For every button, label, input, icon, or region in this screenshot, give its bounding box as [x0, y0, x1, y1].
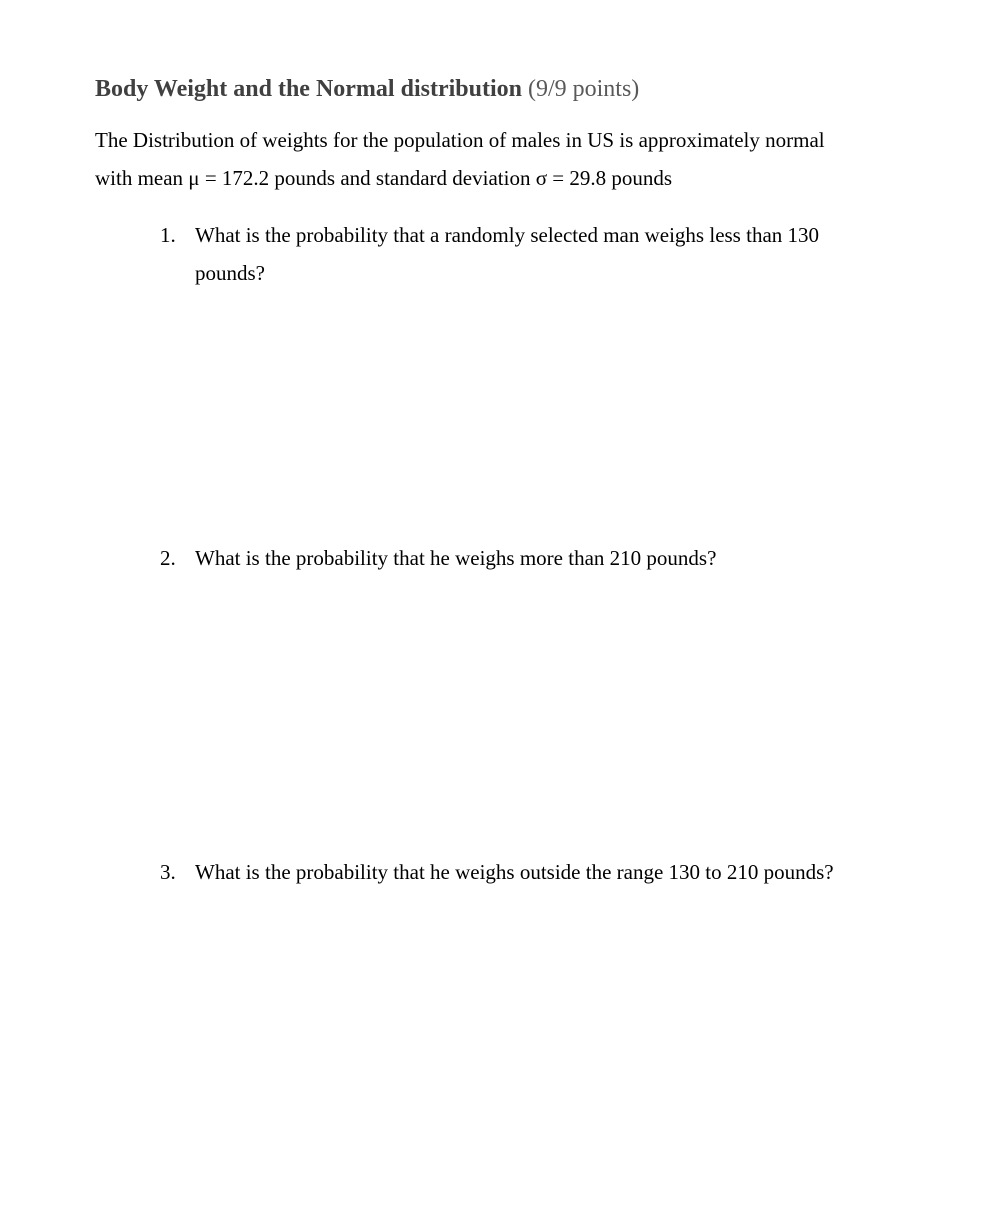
question-number: 3.: [160, 860, 176, 884]
question-2: [160, 539, 880, 577]
problem-statement: [95, 121, 895, 197]
question-text: [195, 539, 880, 577]
question-text: [195, 853, 880, 891]
problem-statement-line: The Distribution of weights for the population of males in US is approximately normal: [95, 128, 825, 152]
question-number: 1.: [160, 223, 176, 247]
question-text-line: pounds?: [195, 261, 265, 285]
question-number: 2.: [160, 546, 176, 570]
question-text: [195, 216, 880, 292]
question-text-line: What is the probability that he weighs outside the range 130 to 210 pounds?: [195, 860, 834, 884]
points-badge: (9/9 points): [527, 76, 640, 102]
question-3: [160, 853, 880, 891]
question-text-line: What is the probability that he weighs more than 210 pounds?: [195, 546, 717, 570]
problem-statement-line: with mean μ = 172.2 pounds and standard deviation σ = 29.8 pounds: [95, 166, 673, 190]
question-1: [160, 216, 880, 292]
question-text-line: What is the probability that a randomly selected man weighs less than 130: [195, 223, 820, 247]
page-title: [95, 72, 639, 106]
title-text: Body Weight and the Normal distribution: [95, 76, 522, 102]
